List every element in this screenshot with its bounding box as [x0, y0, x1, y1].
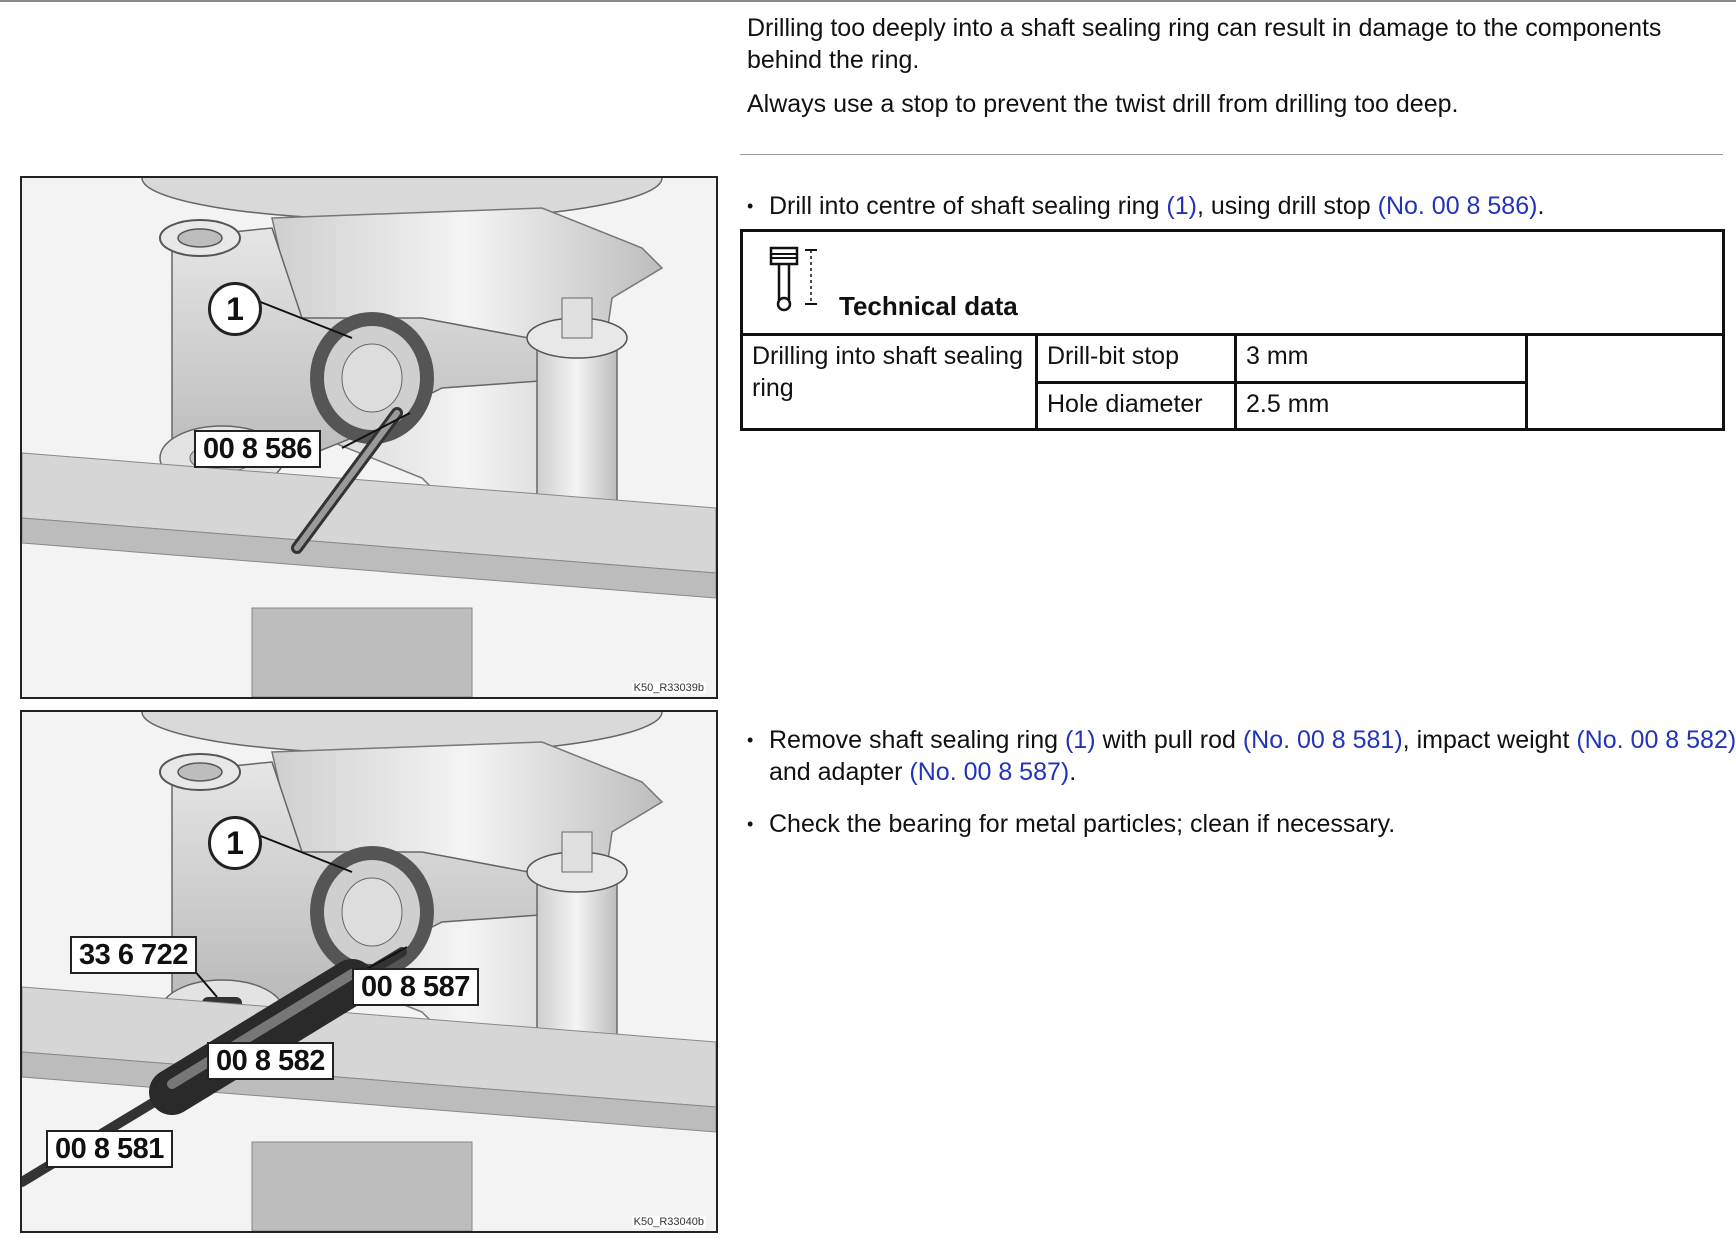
empty-cell — [1527, 335, 1724, 430]
operation-label: Drilling into shaft sealing ring — [742, 335, 1037, 430]
step-text: Check the bearing for metal particles; clean if necessary. — [769, 810, 1396, 838]
warning-note — [747, 12, 1707, 132]
figure-id: K50_R33039b — [633, 682, 704, 694]
spec-label: Hole diameter — [1037, 382, 1236, 430]
callout-tool-008582: 00 8 582 — [207, 1042, 334, 1080]
callout-tool-336722: 33 6 722 — [70, 936, 197, 974]
step-remove-seal — [747, 724, 1736, 788]
callout-tool-008581: 00 8 581 — [46, 1130, 173, 1168]
figure-remove-seal — [20, 710, 718, 1233]
warning-advice: Always use a stop to prevent the twist drill from drilling too deep. — [747, 90, 1459, 118]
adapter-tool-link[interactable]: (No. 00 8 587) — [909, 758, 1070, 786]
spec-value: 3 mm — [1236, 335, 1527, 382]
bullet-icon: • — [747, 196, 754, 216]
figure-drill-seal — [20, 176, 718, 699]
ring-reference-link[interactable]: (1) — [1166, 192, 1197, 220]
warning-text: Drilling too deeply into a shaft sealing ring can result in damage to the components behind the ring. — [747, 14, 1662, 74]
figure-id: K50_R33040b — [633, 1216, 704, 1228]
step-drill — [747, 190, 1736, 222]
bullet-icon: • — [747, 730, 754, 750]
step-text: . — [1537, 192, 1545, 220]
step-text: Drill into centre of shaft sealing ring — [769, 192, 1167, 220]
step-text: with pull rod — [1095, 726, 1243, 754]
spec-label: Drill-bit stop — [1037, 335, 1236, 382]
callout-part-1: 1 — [208, 282, 262, 336]
step-text: , impact weight — [1402, 726, 1577, 754]
step-text: and adapter — [769, 758, 910, 786]
drill-stop-tool-link[interactable]: (No. 00 8 586) — [1377, 192, 1538, 220]
section-divider — [740, 154, 1723, 155]
step-text: , using drill stop — [1196, 192, 1378, 220]
drill-seal-illustration — [22, 178, 716, 697]
ring-reference-link[interactable]: (1) — [1064, 726, 1096, 754]
step-text: . — [1069, 758, 1077, 786]
callout-tool-008587: 00 8 587 — [352, 968, 479, 1006]
bullet-icon: • — [747, 814, 754, 834]
technical-data-header — [742, 231, 1724, 335]
technical-data-table — [740, 229, 1725, 431]
spec-value: 2.5 mm — [1236, 382, 1527, 430]
callout-tool-008586: 00 8 586 — [194, 430, 321, 468]
callout-part-1: 1 — [208, 816, 262, 870]
pull-rod-tool-link[interactable]: (No. 00 8 581) — [1242, 726, 1403, 754]
step-text: Remove shaft sealing ring — [769, 726, 1065, 754]
step-check-bearing — [747, 808, 1736, 840]
technical-data-title: Technical data — [839, 291, 1018, 321]
top-divider — [0, 0, 1736, 2]
impact-weight-tool-link[interactable]: (No. 00 8 582) — [1576, 726, 1736, 754]
piston-measure-icon — [767, 246, 819, 320]
